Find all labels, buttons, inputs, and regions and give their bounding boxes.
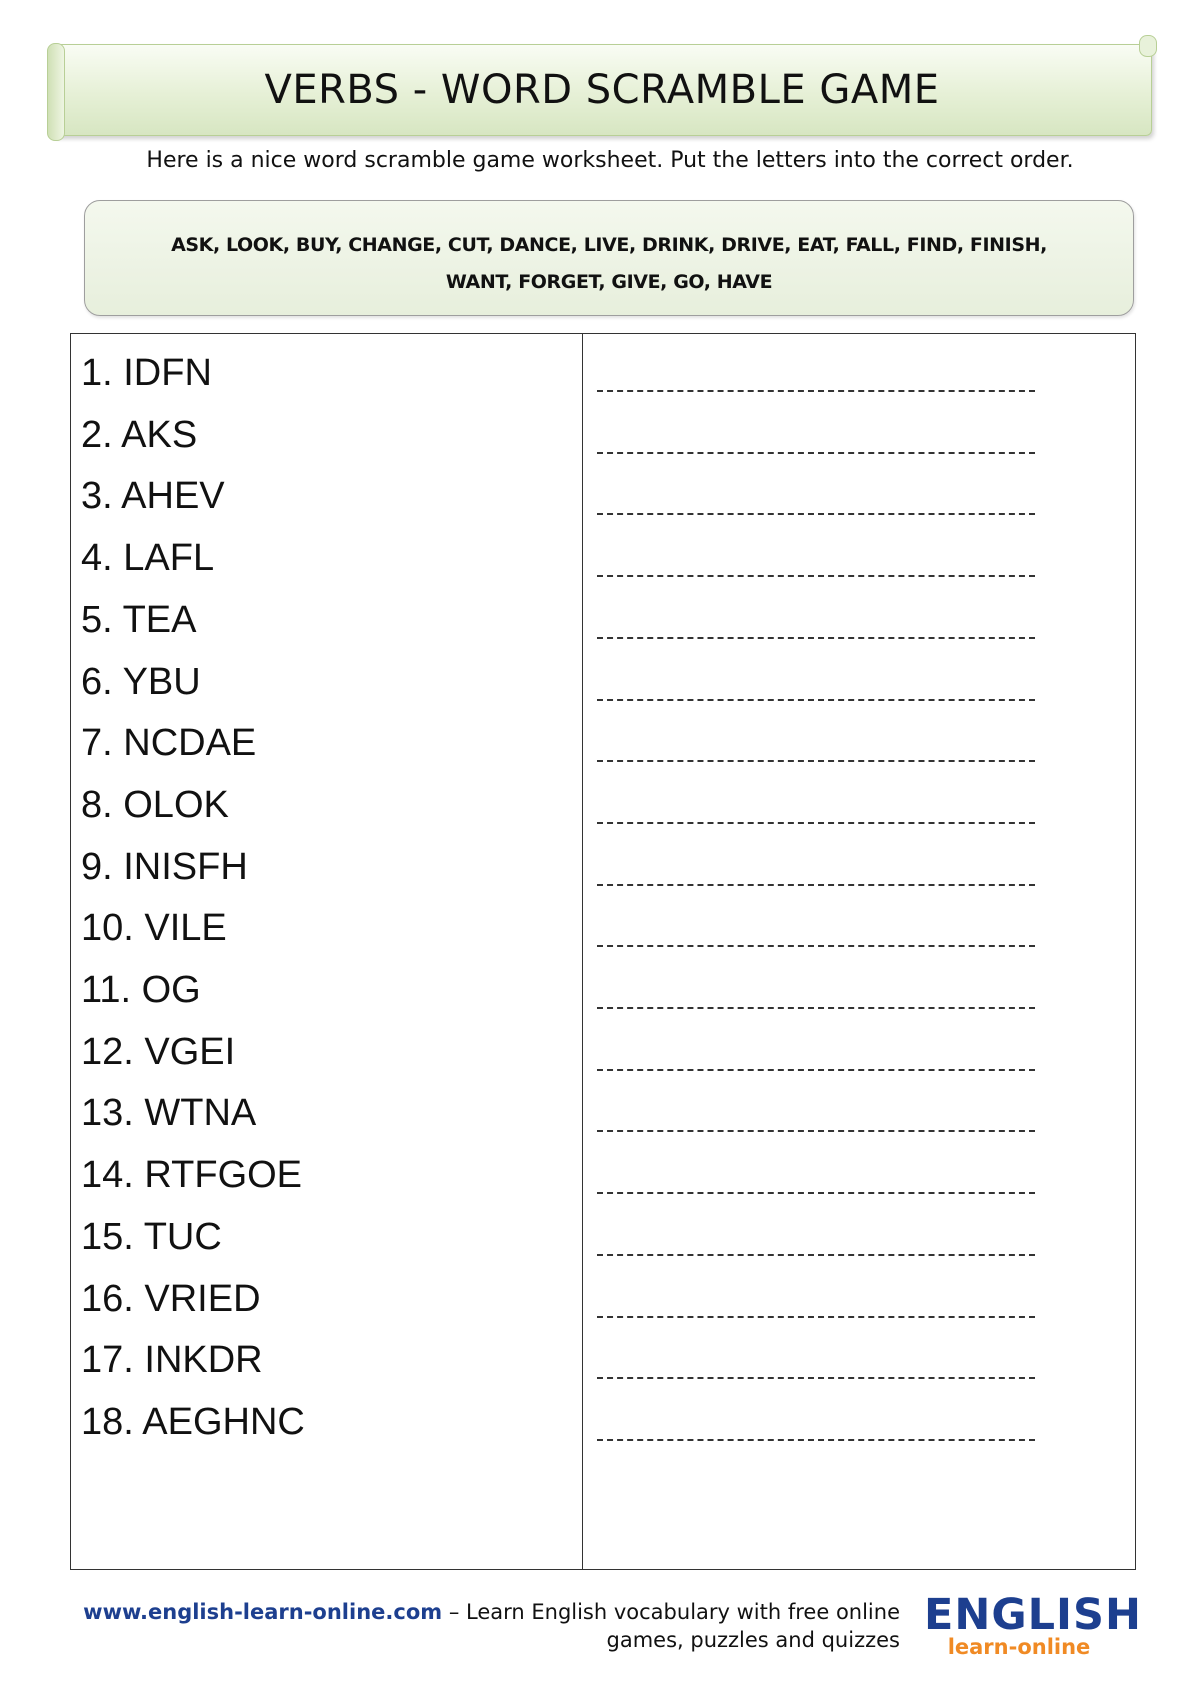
- answer-blank[interactable]: [597, 1316, 1035, 1318]
- puzzle-row: [71, 531, 1135, 591]
- puzzle-row: [71, 1086, 1135, 1146]
- answer-blank[interactable]: [597, 945, 1035, 947]
- puzzle-row: [71, 778, 1135, 838]
- instructions-text: Here is a nice word scramble game worksheet. Put the letters into the correct order.: [146, 148, 1074, 173]
- answer-blank[interactable]: [597, 760, 1035, 762]
- scrambled-word: 3. AHEV: [81, 475, 225, 518]
- answer-blank[interactable]: [597, 390, 1035, 392]
- scrambled-word: 18. AEGHNC: [81, 1400, 305, 1443]
- scrambled-word: 15. TUC: [81, 1215, 222, 1258]
- word-bank-line-2: WANT, FORGET, GIVE, GO, HAVE: [445, 271, 773, 293]
- answer-blank[interactable]: [597, 1130, 1035, 1132]
- puzzle-row: [71, 901, 1135, 961]
- logo-english-text: ENGLISH: [924, 1590, 1143, 1640]
- puzzle-row: [71, 1272, 1135, 1332]
- scrambled-word: 10. VILE: [81, 907, 227, 950]
- scrambled-word: 9. INISFH: [81, 845, 248, 888]
- scrambled-word: 13. WTNA: [81, 1092, 257, 1135]
- scrambled-word: 1. IDFN: [81, 352, 212, 394]
- footer-tagline-1: – Learn English vocabulary with free online: [442, 1600, 900, 1624]
- answer-blank[interactable]: [597, 1069, 1035, 1071]
- page-title: VERBS - WORD SCRAMBLE GAME: [264, 67, 940, 113]
- scrambled-word: 6. YBU: [81, 660, 201, 703]
- puzzle-row: [71, 716, 1135, 776]
- scrambled-word: 7. NCDAE: [81, 722, 257, 765]
- footer-url-link[interactable]: www.english-learn-online.com: [83, 1600, 443, 1624]
- puzzle-row: [71, 840, 1135, 900]
- puzzle-row: [71, 1333, 1135, 1393]
- word-bank: [84, 200, 1134, 316]
- footer-tagline-2: games, puzzles and quizzes: [606, 1628, 900, 1652]
- scrambled-word: 17. INKDR: [81, 1339, 263, 1382]
- answer-blank[interactable]: [597, 699, 1035, 701]
- site-logo: [924, 1590, 1143, 1659]
- puzzle-row: [71, 593, 1135, 653]
- word-bank-line-1: ASK, LOOK, BUY, CHANGE, CUT, DANCE, LIVE, DRINK, DRIVE, EAT, FALL, FIND, FINISH,: [171, 234, 1047, 256]
- answer-blank[interactable]: [597, 1377, 1035, 1379]
- answer-blank[interactable]: [597, 822, 1035, 824]
- scrambled-word: 4. LAFL: [81, 537, 215, 580]
- puzzle-row: [71, 346, 1135, 406]
- scroll-curl-right: [1139, 35, 1157, 57]
- puzzle-row: [71, 1395, 1135, 1455]
- footer-line-1: [50, 1598, 900, 1626]
- answer-blank[interactable]: [597, 1007, 1035, 1009]
- logo-learn-online-text: learn-online: [947, 1635, 1091, 1659]
- scrambled-word: 11. OG: [81, 969, 201, 1011]
- puzzle-row: [71, 469, 1135, 529]
- scrambled-word: 12. VGEI: [81, 1030, 236, 1073]
- answer-blank[interactable]: [597, 452, 1035, 454]
- footer: [50, 1598, 900, 1654]
- scrambled-word: 16. VRIED: [81, 1277, 261, 1320]
- title-banner: [52, 44, 1152, 136]
- scrambled-word: 2. AKS: [81, 413, 198, 456]
- answer-blank[interactable]: [597, 1254, 1035, 1256]
- answer-blank[interactable]: [597, 637, 1035, 639]
- puzzle-row: [71, 655, 1135, 715]
- answer-blank[interactable]: [597, 1439, 1035, 1441]
- answer-blank[interactable]: [597, 575, 1035, 577]
- scrambled-word: 14. RTFGOE: [81, 1154, 303, 1197]
- puzzle-row: [71, 963, 1135, 1023]
- answer-blank[interactable]: [597, 884, 1035, 886]
- puzzle-row: [71, 1210, 1135, 1270]
- puzzle-row: [71, 1025, 1135, 1085]
- puzzle-table: [70, 333, 1136, 1570]
- puzzle-row: [71, 408, 1135, 468]
- scrambled-word: 5. TEA: [81, 598, 197, 641]
- scrambled-word: 8. OLOK: [81, 783, 229, 826]
- puzzle-row: [71, 1148, 1135, 1208]
- answer-blank[interactable]: [597, 513, 1035, 515]
- answer-blank[interactable]: [597, 1192, 1035, 1194]
